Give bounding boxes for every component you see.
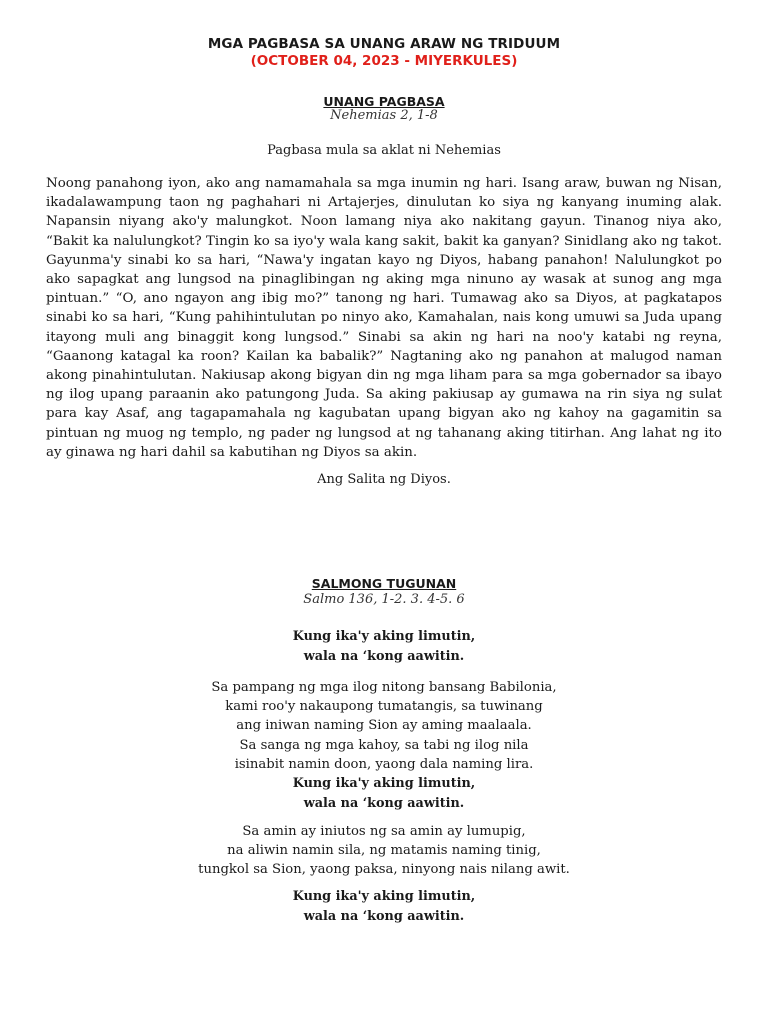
stanza-2-line-3: tungkol sa Sion, yaong paksa, ninyong nais nilang awit. — [198, 862, 570, 878]
response-line-2: wala na ‘kong aawitin. — [303, 908, 465, 924]
response-line-1: Kung ika'y aking limutin, — [292, 889, 476, 904]
response-line-1: Kung ika'y aking limutin, — [292, 776, 476, 791]
stanza-1-line-4: Sa sanga ng mga kahoy, sa tabi ng ilog nila — [239, 737, 529, 753]
psalm-response-3 — [0, 887, 768, 926]
first-reading-intro: Pagbasa mula sa aklat ni Nehemias — [267, 143, 501, 158]
stanza-1-line-1: Sa pampang ng mga ilog nitong bansang Babilonia, — [211, 680, 557, 695]
psalm-response-2 — [0, 774, 768, 813]
first-reading-reference: Nehemias 2, 1-8 — [330, 108, 438, 123]
psalm-heading: SALMONG TUGUNAN — [311, 576, 457, 591]
page-date: (OCTOBER 04, 2023 - MIYERKULES) — [250, 53, 518, 69]
psalm-reference: Salmo 136, 1-2. 3. 4-5. 6 — [303, 592, 465, 607]
first-reading-closing: Ang Salita ng Diyos. — [317, 472, 451, 487]
response-line-2: wala na ‘kong aawitin. — [303, 648, 465, 664]
stanza-2-line-1: Sa amin ay iniutos ng sa amin ay lumupig, — [242, 824, 526, 839]
stanza-1-line-2: kami roo'y nakaupong tumatangis, sa tuwinang — [225, 699, 543, 715]
first-reading-heading: UNANG PAGBASA — [323, 94, 445, 109]
stanza-1-line-5: isinabit namin doon, yaong dala naming lira. — [234, 756, 534, 772]
psalm-stanza-1 — [0, 678, 768, 774]
response-line-2: wala na ‘kong aawitin. — [303, 795, 465, 811]
stanza-2-line-2: na aliwin namin sila, ng matamis naming tinig, — [227, 843, 541, 859]
psalm-response-1 — [0, 627, 768, 666]
response-line-1: Kung ika'y aking limutin, — [292, 629, 476, 644]
stanza-1-line-3: ang iniwan naming Sion ay aming maalaala. — [236, 718, 532, 734]
first-reading-body: Noong panahong iyon, ako ang namamahala sa mga inumin ng hari. Isang araw, buwan ng Nisan, ikadalawampung taon ng paghahari ni Artajerjes, dinulutan ko siya ng kanyang inuming alak. Napansin niyang ako'y malungkot. Noon lamang niya ako nakitang gayun. Tinanog niya ako, “Bakit ka nalulungkot? Tingin ko sa iyo'y wala kang sakit, bakit ka ganyan? Sinidlang ako ng takot. Gayunma'y sinabi ko sa hari, “Nawa'y ingatan kayo ng Diyos, habang panahon! Nalulungkot po ako sapagkat ang lungsod na pinaglibingan ng aking mga ninuno ay wasak at sunog ang mga pintuan.” “O, ano ngayon ang ibig mo?” tanong ng hari. Tumawag ako sa Diyos, at pagkatapos sinabi ko sa hari, “Kung pahihintulutan po ninyo ako, Kamahalan, nais kong umuwi sa Juda upang itayong muli ang binaggit kong lungsod.” Sinabi sa akin ng hari na noo'y katabi ng reyna, “Gaanong katagal ka roon? Kailan ka babalik?” Nagtaning ako ng panahon at malugod naman akong pinahintulutan. Nakiusap akong bigyan din ng mga liham para sa mga gobernador sa ibayo ng ilog upang paraanin ako patungong Juda. Sa aking pakiusap ay gumawa na rin siya ng sulat para kay Asaf, ang tagapamahala ng kagubatan upang bigyan ako ng kahoy na gagamitin sa pintuan ng muog ng templo, ng pader ng lungsod at ng tahanang aking titirhan. Ang lahat ng ito ay ginawa ng hari dahil sa kabutihan ng Diyos sa akin. — [46, 176, 722, 460]
psalm-stanza-2 — [0, 822, 768, 880]
page-title: MGA PAGBASA SA UNANG ARAW NG TRIDUUM — [207, 36, 561, 52]
